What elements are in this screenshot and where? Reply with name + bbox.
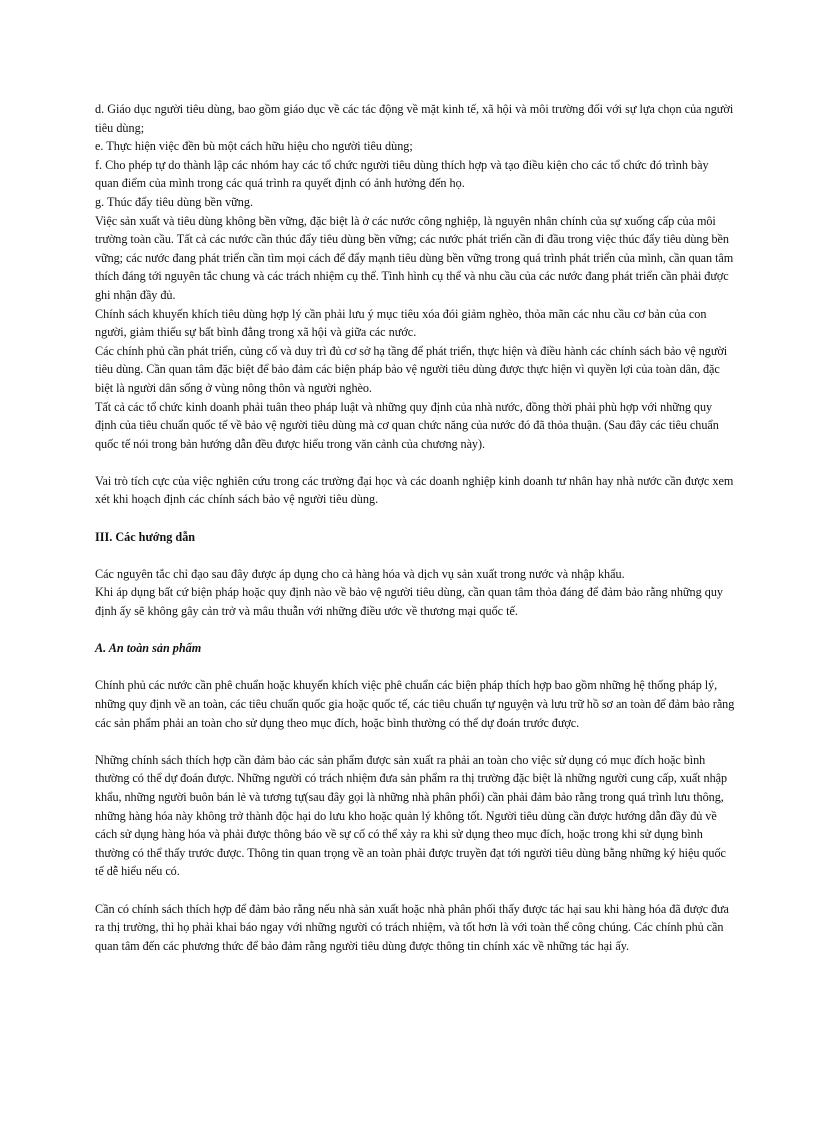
- paragraph-principles-trade: Khi áp dụng bất cứ biện pháp hoặc quy định nào về bảo vệ người tiêu dùng, cần quan tâm thỏa đáng để đảm bảo rằng những quy định ấy sẽ không gây cản trở và mâu thuẫn với những điều ước về thương mại quốc tế.: [95, 585, 724, 619]
- list-item-d: d. Giáo dục người tiêu dùng, bao gồm giáo dục về các tác động về mặt kinh tế, xã hội và môi trường đối với sự lựa chọn của người tiêu dùng;: [95, 102, 734, 135]
- paragraph-consumption-policy: Chính sách khuyến khích tiêu dùng hợp lý cần phải lưu ý mục tiêu xóa đói giảm nghèo, thỏa mãn các nhu cầu cơ bản của con người, giảm thiểu sự bất bình đẳng trong xã hội và giữa các nước.: [95, 306, 707, 340]
- paragraph-safety-policies: Những chính sách thích hợp cần đảm bảo các sản phẩm được sản xuất ra phải an toàn cho việc sử dụng có mục đích hoặc bình thường có thể dự đoán được. Những người có trách nhiệm đưa sản phẩm ra thị trường đặc biệt là những người cung cấp, xuất nhập khẩu, những người buôn bán lẻ và tương tự(sau đây gọi là những nhà phân phối) cần phải đảm bảo rằng trong quá trình lưu thông, những hàng hóa này không trở thành độc hại do lưu kho hoặc quản lý không tốt. Người tiêu dùng cần được hướng dẫn đầy đủ về cách sử dụng hàng hóa và phải được thông báo về sự cố có thể xảy ra khi sử dụng theo mục đích, hoặc trong khi sử dụng bình thường có thể thấy trước được. Thông tin quan trọng về an toàn phải được truyền đạt tới người tiêu dùng bằng những ký hiệu quốc tế dễ hiểu nếu có.: [95, 752, 728, 879]
- paragraph-governments: Các chính phủ cần phát triển, củng cố và duy trì đủ cơ sở hạ tầng để phát triển, thực hiện và điều hành các chính sách bảo vệ người tiêu dùng. Cần quan tâm đặc biệt để bảo đảm các biện pháp bảo vệ người tiêu dùng được thực hiện vì quyền lợi của toàn dân, đặc biệt là người dân sống ở vùng nông thôn và người nghèo.: [95, 343, 728, 395]
- paragraph-spacer: [95, 732, 735, 751]
- list-item-f: f. Cho phép tự do thành lập các nhóm hay các tổ chức người tiêu dùng thích hợp và tạo điều kiện cho các tổ chức đó trình bày quan điểm của mình trong các quá trình ra quyết định có ảnh hưởng đến họ.: [95, 157, 709, 191]
- paragraph-safety-hazards: Cần có chính sách thích hợp để đảm bảo rằng nếu nhà sản xuất hoặc nhà phân phối thấy được tác hại sau khi hàng hóa đã được đưa ra thị trường, thì họ phải khai báo ngay với những người có trách nhiệm, và tốt hơn là với toàn thể công chúng. Các chính phủ cần quan tâm đến các phương thức để bảo đảm rằng người tiêu dùng được thông tin chính xác về những tác hại ấy.: [95, 901, 729, 953]
- paragraph-spacer: [95, 658, 735, 677]
- paragraph-research: Vai trò tích cực của việc nghiên cứu trong các trường đại học và các doanh nghiệp kinh doanh tư nhân hay nhà nước cần được xem xét khi hoạch định các chính sách bảo vệ người tiêu dùng.: [95, 473, 734, 507]
- paragraph-spacer: [95, 621, 735, 640]
- list-item-g: g. Thúc đẩy tiêu dùng bền vững.: [95, 194, 254, 209]
- paragraph-business: Tất cả các tổ chức kinh doanh phải tuân theo pháp luật và những quy định của nhà nước, đồng thời phải phù hợp với những quy định của tiêu chuẩn quốc tế về bảo vệ người tiêu dùng mà cơ quan chức năng của nước đó đã thỏa thuận. (Sau đây các tiêu chuẩn quốc tế nói trong bản hướng dẫn đều được hiểu trong văn cảnh của chương này).: [95, 399, 719, 451]
- paragraph-spacer: [95, 881, 735, 900]
- paragraph-principles-scope: Các nguyên tắc chỉ đạo sau đây được áp dụng cho cả hàng hóa và dịch vụ sản xuất trong nước và nhập khẩu.: [95, 566, 625, 581]
- document-page: [95, 100, 735, 955]
- paragraph-spacer: [95, 546, 735, 565]
- list-item-e: e. Thực hiện việc đền bù một cách hữu hiệu cho người tiêu dùng;: [95, 139, 413, 154]
- paragraph-sustainable-consumption: Việc sản xuất và tiêu dùng không bền vững, đặc biệt là ở các nước công nghiệp, là nguyên nhân chính của sự xuống cấp của môi trường toàn cầu. Tất cả các nước cần thúc đẩy tiêu dùng bền vững; các nước phát triển cần đi đầu trong việc thúc đẩy tiêu dùng bền vững; các nước đang phát triển cần tìm mọi cách để đẩy mạnh tiêu dùng bền vững trong quá trình phát triển của mình, cần quan tâm thích đáng tới nguyên tắc chung và các trách nhiệm cụ thể. Tình hình cụ thể và nhu cầu của các nước đang phát triển cần phải được ghi nhận đầy đủ.: [95, 213, 734, 302]
- paragraph-spacer: [95, 509, 735, 528]
- paragraph-spacer: [95, 453, 735, 472]
- section-heading-guidelines: III. Các hướng dẫn: [95, 529, 196, 544]
- paragraph-safety-measures: Chính phủ các nước cần phê chuẩn hoặc khuyến khích việc phê chuẩn các biện pháp thích hợp bao gồm những hệ thống pháp lý, những quy định về an toàn, các tiêu chuẩn quốc gia hoặc quốc tế, các tiêu chuẩn tự nguyện và lưu trữ hồ sơ an toàn để đảm bảo rằng các sản phẩm phải an toàn cho sử dụng theo mục đích, hoặc bình thường có thể dự đoán trước được.: [95, 678, 735, 730]
- section-heading-product-safety: A. An toàn sản phẩm: [95, 641, 202, 656]
